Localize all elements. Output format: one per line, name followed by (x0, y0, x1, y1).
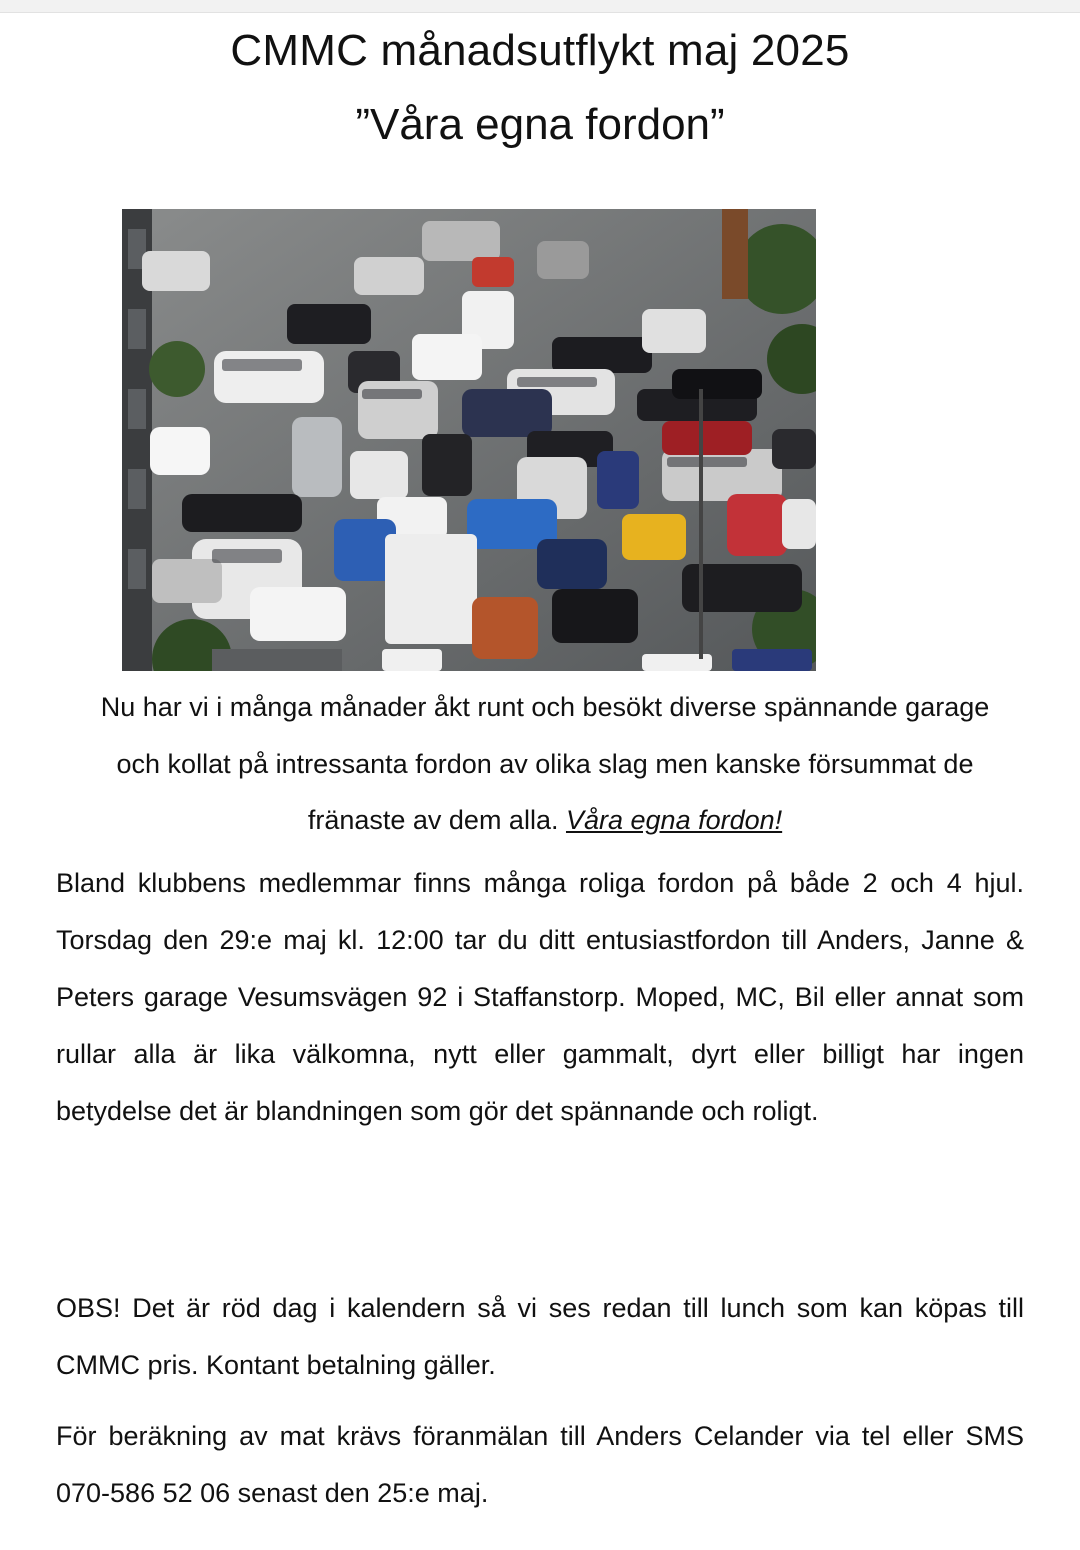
registration-info: För beräkning av mat krävs föranmälan till Anders Celander via tel eller SMS 070-586 52 06 senast den 25:e maj. (56, 1421, 1024, 1508)
traffic-jam-photo (122, 209, 816, 671)
page-title: CMMC månadsutflykt maj 2025 (230, 26, 850, 75)
event-description: Bland klubbens medlemmar finns många roliga fordon på både 2 och 4 hjul. Torsdag den 29:e maj kl. 12:00 tar du ditt entusiastfordon till Anders, Janne & Peters garage Vesumsvägen 92 i Staffanstorp. Moped, MC, Bil eller annat som rullar alla är lika välkomna, nytt eller gammalt, dyrt eller billigt har ingen betydelse det är blandningen som gör det spännande och roligt. (56, 868, 1024, 1126)
intro-text-block (100, 679, 990, 849)
top-divider (0, 0, 1080, 13)
intro-emphasis: Våra egna fordon! (565, 805, 783, 835)
page-subtitle: ”Våra egna fordon” (355, 100, 725, 149)
lunch-notice: OBS! Det är röd dag i kalendern så vi ses redan till lunch som kan köpas till CMMC pris. Kontant betalning gäller. (56, 1293, 1024, 1380)
intro-text: Nu har vi i många månader åkt runt och besökt diverse spännande garage och kollat på intressanta fordon av olika slag men kanske försummat de fränaste av dem alla. (100, 692, 990, 835)
